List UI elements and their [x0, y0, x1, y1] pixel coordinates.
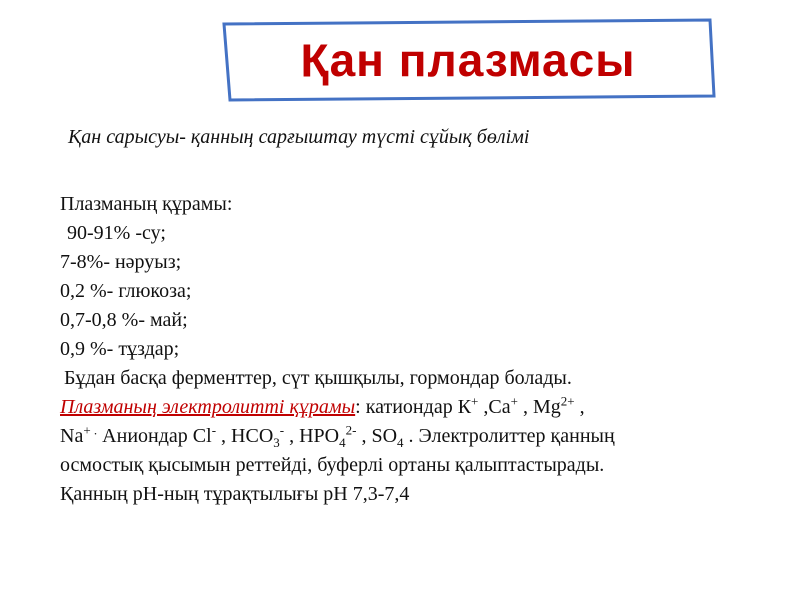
subtitle: Қан сарысуы- қанның сарғыштау түсті сұйық бөлімі: [68, 126, 530, 148]
k-charge: +: [471, 393, 479, 409]
electrolytes-line-4: Қанның рН-ның тұрақтылығы рН 7,3-7,4: [60, 483, 410, 505]
mg-ion: , Mg: [517, 396, 561, 418]
hco-ion: , HCO: [216, 425, 274, 447]
composition-item-salts: 0,9 %- тұздар;: [60, 338, 180, 360]
body-text: [60, 190, 795, 509]
ca-charge: +: [510, 393, 518, 409]
slide-title: Қан плазмасы: [300, 34, 636, 86]
electrolytes-label: Плазманың электролитті құрамы: [60, 396, 356, 418]
title-box: [220, 18, 716, 102]
ca-ion: ,Са: [478, 396, 511, 418]
na-ion: Na: [60, 425, 84, 447]
composition-heading: Плазманың құрамы:: [60, 193, 233, 215]
composition-item-water: 90-91% -су;: [67, 222, 166, 244]
hpo-subscript: 4: [339, 435, 346, 450]
cl-charge: -: [211, 422, 217, 438]
composition-other: Бұдан басқа ферменттер, сүт қышқылы, гормондар болады.: [64, 367, 572, 389]
composition-item-protein: 7-8%- нәруыз;: [60, 251, 182, 273]
hpo-charge: 2-: [345, 422, 357, 438]
composition-item-glucose: 0,2 %- глюкоза;: [60, 280, 192, 302]
electrolytes-tail: . Электролиттер қанның: [403, 425, 615, 447]
composition-item-fat: 0,7-0,8 %- май;: [60, 309, 188, 331]
mg-charge: 2+: [560, 393, 575, 409]
electrolytes-colon: :: [355, 396, 361, 418]
mg-tail: ,: [574, 396, 585, 418]
hco-charge: -: [279, 422, 285, 438]
anions-intro: Аниондар Cl: [97, 425, 212, 447]
electrolytes-line-3: осмостық қысымын реттейді, буферлі ортаны қалыптастырады.: [60, 454, 605, 476]
hpo-ion: , HPO: [284, 425, 340, 447]
electrolytes-line-1: [60, 393, 795, 422]
electrolytes-line-2: [60, 422, 795, 451]
cations-intro: катиондар К: [360, 396, 472, 418]
na-charge: + .: [83, 422, 98, 438]
so-ion: , SO: [356, 425, 398, 447]
hco-subscript: 3: [273, 435, 280, 450]
so-subscript: 4: [397, 435, 404, 450]
